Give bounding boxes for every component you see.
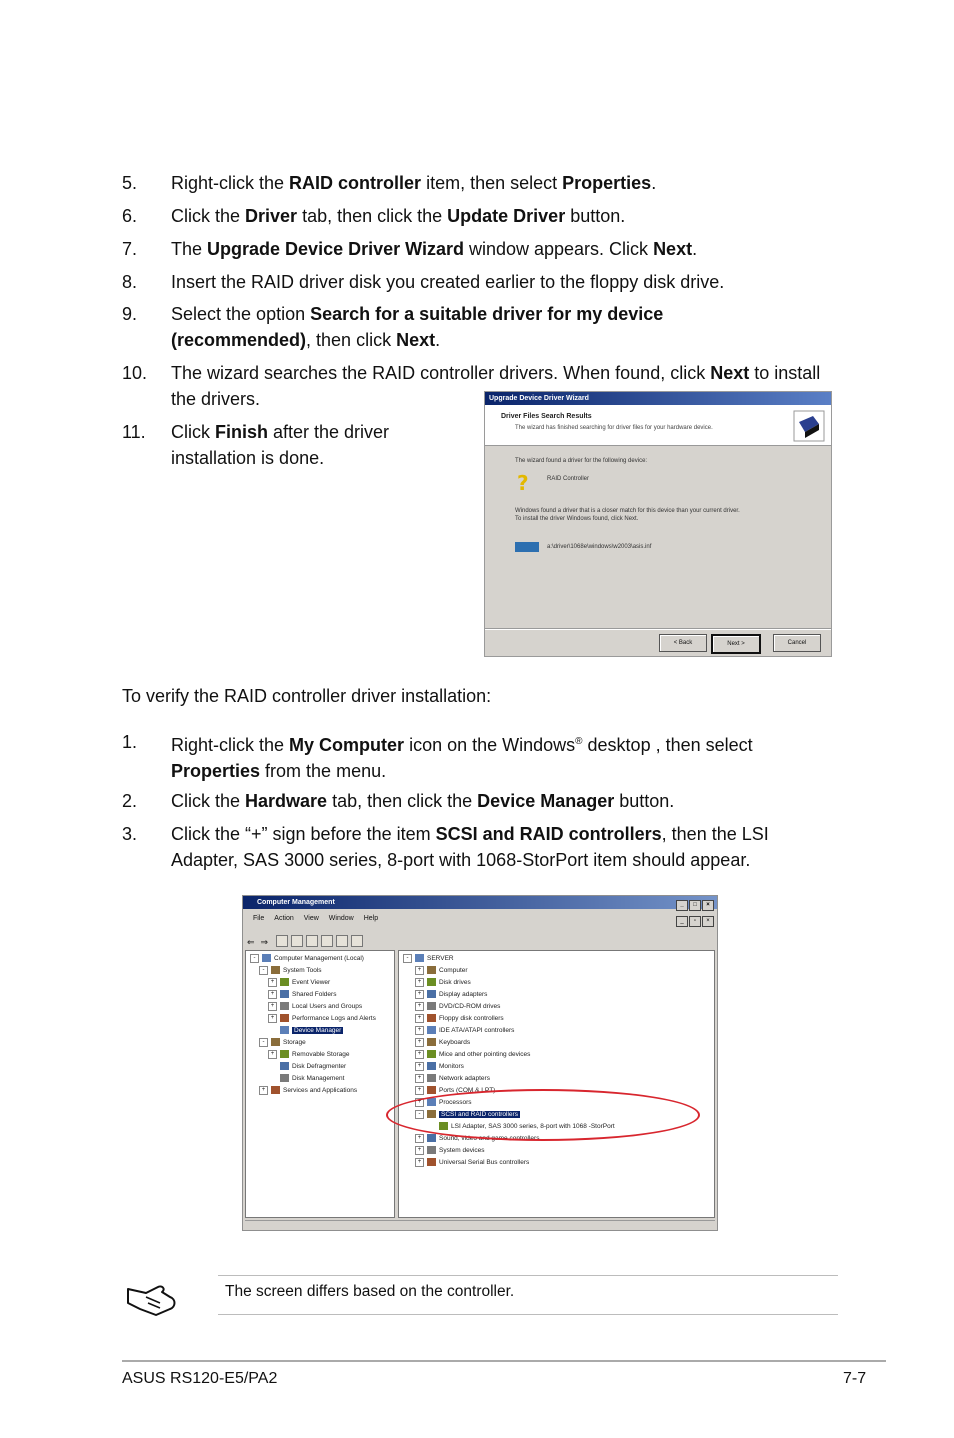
step-text: The Upgrade Device Driver Wizard window appears. Click Next. xyxy=(171,239,698,259)
expand-toggle-icon[interactable]: + xyxy=(415,978,424,987)
tree-item-label: Disk Management xyxy=(292,1075,345,1082)
expand-toggle-icon[interactable]: + xyxy=(415,966,424,975)
tree-node-icon xyxy=(427,966,436,974)
tree-node-icon xyxy=(427,1134,436,1142)
tree-node-icon xyxy=(271,966,280,974)
tree-item[interactable] xyxy=(415,1001,500,1013)
step-text: Right-click the RAID controller item, then select Properties. xyxy=(171,173,657,193)
tree-node-icon xyxy=(280,978,289,986)
tree-item[interactable] xyxy=(415,1073,490,1085)
expand-toggle-icon[interactable]: + xyxy=(415,1098,424,1107)
tree-item-label: Storage xyxy=(283,1039,306,1046)
footer-rule xyxy=(122,1360,886,1362)
back-arrow-icon[interactable]: ⇐ xyxy=(247,937,255,947)
expand-toggle-icon[interactable]: + xyxy=(415,1002,424,1011)
computer-management-screenshot xyxy=(242,895,718,1231)
wizard-button-separator xyxy=(485,628,831,630)
step-text: The wizard searches the RAID controller drivers. When found, click Next to install the drivers. xyxy=(171,363,821,409)
expand-toggle-icon[interactable]: - xyxy=(403,954,412,963)
tree-item[interactable] xyxy=(415,965,468,977)
tree-item[interactable] xyxy=(415,1061,464,1073)
step-text: Click the “+” sign before the item SCSI and RAID controllers, then the LSI Adapter, SAS 3000 series, 8-port with 1068-StorPort item should appear. xyxy=(171,824,769,870)
tree-item[interactable] xyxy=(268,989,336,1001)
tree-item-label: Universal Serial Bus controllers xyxy=(439,1159,530,1166)
step-number: 3. xyxy=(122,824,138,844)
expand-toggle-icon[interactable]: + xyxy=(415,1086,424,1095)
properties-icon[interactable] xyxy=(306,935,318,947)
footer-page-number: 7-7 xyxy=(843,1370,867,1387)
tree-item-label: Performance Logs and Alerts xyxy=(292,1015,376,1022)
menu-item-action[interactable]: Action xyxy=(274,915,294,922)
tree-item-label: Ports (COM & LPT) xyxy=(439,1087,496,1094)
driver-file-icon xyxy=(515,542,539,552)
hardware-chip-icon xyxy=(793,410,825,442)
tree-item-label: Processors xyxy=(439,1099,472,1106)
tree-item-label: DVD/CD-ROM drives xyxy=(439,1003,501,1010)
step-text: Insert the RAID driver disk you created earlier to the floppy disk drive. xyxy=(171,272,725,292)
tree-item[interactable] xyxy=(259,965,322,977)
help-icon[interactable] xyxy=(336,935,348,947)
menu-item-file[interactable]: File xyxy=(253,915,265,922)
tree-item[interactable] xyxy=(403,953,454,965)
wizard-header-subtitle: The wizard has finished searching for driver files for your hardware device. xyxy=(515,425,713,431)
tree-item[interactable] xyxy=(415,1025,514,1037)
tree-node-icon xyxy=(427,1086,436,1094)
tree-item-label: System devices xyxy=(439,1147,485,1154)
step-number: 9. xyxy=(122,304,138,324)
device-icon[interactable] xyxy=(351,935,363,947)
wizard-found-line: The wizard found a driver for the following device: xyxy=(515,458,648,464)
step-number: 1. xyxy=(122,732,138,752)
cm-toolbar xyxy=(247,932,366,946)
expand-toggle-icon[interactable]: - xyxy=(250,954,259,963)
tree-item-label: Display adapters xyxy=(439,991,488,998)
tree-node-icon xyxy=(280,1014,289,1022)
tree-item[interactable] xyxy=(415,1049,530,1061)
wizard-title-bar: Upgrade Device Driver Wizard xyxy=(485,392,831,405)
tree-node-icon xyxy=(280,1026,289,1034)
step-text: Select the option Search for a suitable driver for my device (recommended), then click Next. xyxy=(171,304,664,350)
tree-item-label: Keyboards xyxy=(439,1039,471,1046)
tree-item-label: Local Users and Groups xyxy=(292,1003,363,1010)
cm-window-controls xyxy=(675,898,714,911)
tree-node-icon xyxy=(427,1038,436,1046)
forward-arrow-icon[interactable]: ⇒ xyxy=(260,937,269,947)
expand-toggle-icon[interactable]: + xyxy=(415,1038,424,1047)
tree-item-label: Computer xyxy=(439,967,468,974)
step-text: Click the Driver tab, then click the Update Driver button. xyxy=(171,206,626,226)
expand-toggle-icon[interactable]: + xyxy=(415,1014,424,1023)
tree-item[interactable] xyxy=(268,1049,349,1061)
tree-item[interactable] xyxy=(250,953,364,965)
tree-node-icon xyxy=(427,1062,436,1070)
tree-item-label: Device Manager xyxy=(294,1027,342,1034)
tree-item[interactable] xyxy=(415,1157,529,1169)
tree-item[interactable] xyxy=(415,1145,485,1157)
tree-item[interactable] xyxy=(268,1073,344,1085)
expand-toggle-icon[interactable]: + xyxy=(415,990,424,999)
maximize-icon[interactable]: □ xyxy=(689,900,701,911)
step-number: 11. xyxy=(122,422,146,442)
print-icon[interactable] xyxy=(321,935,333,947)
tree-node-icon xyxy=(271,1038,280,1046)
step-text: Right-click the My Computer icon on the Windows® desktop , then select Properties from the menu. xyxy=(171,735,753,781)
tree-item[interactable] xyxy=(268,1001,362,1013)
tree-item[interactable] xyxy=(415,989,487,1001)
upgrade-driver-wizard-screenshot xyxy=(484,391,832,657)
menu-item-window[interactable]: Window xyxy=(328,915,354,922)
tree-node-icon xyxy=(427,1146,436,1154)
wizard-next-button[interactable]: Next > xyxy=(711,634,761,654)
expand-toggle-icon[interactable]: + xyxy=(268,978,277,987)
tree-item-label: Shared Folders xyxy=(292,991,337,998)
tree-item-label: Removable Storage xyxy=(292,1051,350,1058)
expand-toggle-icon[interactable]: + xyxy=(415,1026,424,1035)
highlight-circle xyxy=(386,1089,700,1141)
step-number: 2. xyxy=(122,791,138,811)
expand-toggle-icon[interactable]: + xyxy=(415,1062,424,1071)
menu-item-help[interactable]: Help xyxy=(363,915,379,922)
up-folder-icon[interactable] xyxy=(276,935,288,947)
tree-item-label: Computer Management (Local) xyxy=(274,955,364,962)
tree-node-icon xyxy=(427,1158,436,1166)
tree-node-icon xyxy=(280,1050,289,1058)
close-icon[interactable]: × xyxy=(702,900,714,911)
step-number: 7. xyxy=(122,239,138,259)
tree-node-icon xyxy=(427,978,436,986)
step-text: Click Finish after the driver installation is done. xyxy=(171,422,390,468)
cm-device-tree-pane[interactable] xyxy=(398,950,715,1218)
tree-item-label: Event Viewer xyxy=(292,979,331,986)
footer-model: ASUS RS120-E5/PA2 xyxy=(122,1370,278,1387)
tree-item[interactable] xyxy=(268,1025,343,1037)
tree-node-icon xyxy=(262,954,271,962)
expand-toggle-icon[interactable]: + xyxy=(268,1002,277,1011)
tree-node-icon xyxy=(427,990,436,998)
tree-item-label: Sound, video and game controllers xyxy=(439,1135,540,1142)
step-text: Click the Hardware tab, then click the Device Manager button. xyxy=(171,791,675,811)
expand-toggle-icon[interactable]: + xyxy=(268,1050,277,1059)
expand-toggle-icon[interactable]: + xyxy=(268,990,277,999)
note-text: The screen differs based on the controller. xyxy=(225,1283,515,1300)
expand-toggle-icon[interactable]: - xyxy=(259,1038,268,1047)
expand-toggle-icon[interactable]: + xyxy=(259,1086,268,1095)
tree-item-label: Services and Applications xyxy=(283,1087,358,1094)
wizard-windows-line-1: Windows found a driver that is a closer match for this device than your current driver. xyxy=(515,508,740,514)
tree-item-label: Monitors xyxy=(439,1063,464,1070)
tree-node-icon xyxy=(280,1062,289,1070)
cm-menu-bar xyxy=(243,912,717,926)
tree-node-icon xyxy=(427,1074,436,1082)
expand-toggle-icon[interactable]: + xyxy=(268,1014,277,1023)
cm-child-window-controls xyxy=(675,914,714,928)
tree-node-icon xyxy=(415,954,424,962)
cm-title-bar xyxy=(243,896,717,909)
question-mark-icon xyxy=(515,472,533,494)
verify-intro-text: To verify the RAID controller driver installation: xyxy=(122,686,492,706)
tree-node-icon xyxy=(280,1002,289,1010)
step-number: 10. xyxy=(122,363,148,383)
tree-item[interactable] xyxy=(415,1037,470,1049)
cm-status-bar xyxy=(245,1220,715,1230)
tree-item[interactable] xyxy=(268,977,330,989)
expand-toggle-icon[interactable]: + xyxy=(415,1134,424,1143)
wizard-header-title: Driver Files Search Results xyxy=(501,413,592,420)
wizard-back-button[interactable]: < Back xyxy=(659,634,707,652)
show-hide-tree-icon[interactable] xyxy=(291,935,303,947)
svg-text:?: ? xyxy=(517,472,529,494)
tree-item[interactable] xyxy=(259,1085,357,1097)
step-number: 5. xyxy=(122,173,138,193)
minimize-icon[interactable]: _ xyxy=(676,900,688,911)
tree-item[interactable] xyxy=(415,1013,504,1025)
tree-item-label: SCSI and RAID controllers xyxy=(441,1111,518,1118)
tree-item-label: LSI Adapter, SAS 3000 series, 8-port with 1068 -StorPort xyxy=(451,1123,615,1130)
expand-toggle-icon[interactable]: + xyxy=(415,1050,424,1059)
tree-item-label: Disk Defragmenter xyxy=(292,1063,347,1070)
menu-item-view[interactable]: View xyxy=(303,915,319,922)
child-minimize-icon[interactable]: _ xyxy=(676,916,688,927)
tree-node-icon xyxy=(427,1050,436,1058)
tree-item-label: IDE ATA/ATAPI controllers xyxy=(439,1027,515,1034)
tree-item-label: System Tools xyxy=(283,967,322,974)
tree-item[interactable] xyxy=(268,1061,346,1073)
note-hand-icon xyxy=(126,1275,180,1317)
child-restore-icon[interactable]: ▫ xyxy=(689,916,701,927)
tree-item-label: Mice and other pointing devices xyxy=(439,1051,531,1058)
tree-node-icon xyxy=(271,1086,280,1094)
expand-toggle-icon[interactable]: + xyxy=(415,1158,424,1167)
tree-node-icon xyxy=(280,1074,289,1082)
tree-node-icon xyxy=(427,1026,436,1034)
wizard-header xyxy=(485,405,831,446)
expand-toggle-icon[interactable]: - xyxy=(415,1110,424,1119)
tree-item[interactable] xyxy=(268,1013,376,1025)
wizard-device-name: RAID Controller xyxy=(547,476,590,482)
note-rule-bottom xyxy=(218,1314,838,1315)
tree-node-icon xyxy=(280,990,289,998)
note-rule-top xyxy=(218,1275,838,1276)
expand-toggle-icon[interactable]: + xyxy=(415,1074,424,1083)
tree-item-label: Floppy disk controllers xyxy=(439,1015,504,1022)
child-close-icon[interactable]: × xyxy=(702,916,714,927)
wizard-windows-line-2: To install the driver Windows found, click Next. xyxy=(515,516,639,522)
cm-title-text: Computer Management xyxy=(257,899,335,906)
wizard-driver-path: a:\driver\1068e\windows\w2003\asis.inf xyxy=(547,544,652,550)
wizard-cancel-button[interactable]: Cancel xyxy=(773,634,821,652)
expand-toggle-icon[interactable]: - xyxy=(259,966,268,975)
tree-node-icon xyxy=(427,1014,436,1022)
tree-item-label: Network adapters xyxy=(439,1075,490,1082)
step-number: 6. xyxy=(122,206,138,226)
tree-item[interactable] xyxy=(415,977,471,989)
tree-item-label: Disk drives xyxy=(439,979,471,986)
step-number: 8. xyxy=(122,272,138,292)
cm-left-tree-pane[interactable] xyxy=(245,950,395,1218)
tree-item-label: SERVER xyxy=(427,955,454,962)
expand-toggle-icon[interactable]: + xyxy=(415,1146,424,1155)
tree-node-icon xyxy=(427,1002,436,1010)
tree-item[interactable] xyxy=(259,1037,306,1049)
